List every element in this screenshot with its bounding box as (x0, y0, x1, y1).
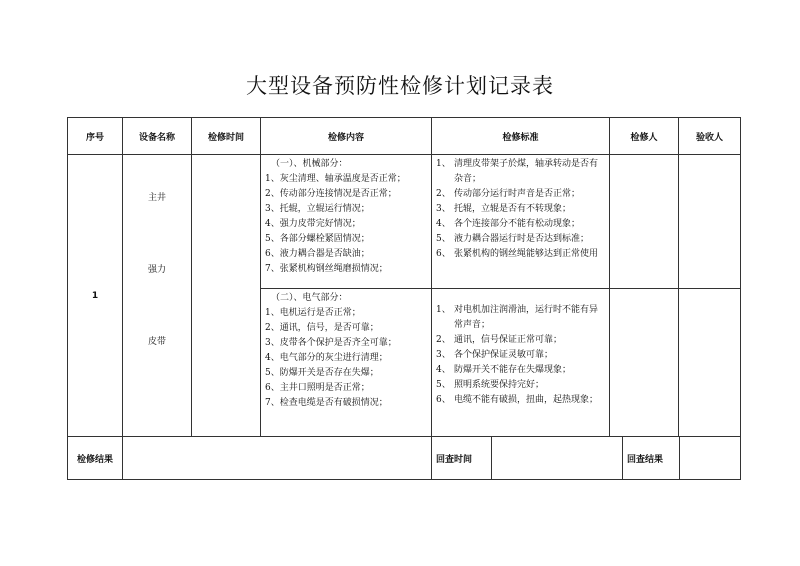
time-cell[interactable] (192, 155, 261, 437)
result-label: 检修结果 (68, 437, 123, 480)
list-item (436, 187, 605, 202)
list-item (436, 157, 605, 187)
list-item (436, 217, 605, 232)
item-text: 各个连接部分不能有松动现象； (454, 219, 581, 229)
header-time: 检修时间 (192, 118, 261, 155)
footer-row (68, 437, 741, 480)
item-text: 对电机加注润滑油，运行时不能有异常声音； (454, 305, 599, 330)
item-number: 6、 (436, 395, 451, 405)
header-acceptor: 验收人 (679, 118, 741, 155)
list-item: 4、电气部分的灰尘进行清理； (265, 353, 388, 363)
equipment-line: 强力 (147, 264, 166, 275)
list-item (436, 393, 605, 408)
item-text: 各个保护保证灵敏可靠； (454, 350, 554, 360)
electrical-inspector-cell[interactable] (610, 289, 679, 437)
item-number: 1、 (436, 159, 451, 169)
item-number: 5、 (436, 234, 451, 244)
mechanical-standard-cell[interactable] (432, 155, 610, 289)
mechanical-inspector-cell[interactable] (610, 155, 679, 289)
item-number: 4、 (436, 365, 451, 375)
item-number: 4、 (436, 219, 451, 229)
page-title: 大型设备预防性检修计划记录表 (246, 74, 554, 98)
header-row (68, 118, 741, 155)
mechanical-heading: （一）、机械部分： (271, 159, 348, 169)
review-time-value[interactable] (492, 437, 623, 479)
result-value-cell[interactable] (123, 437, 432, 480)
serial-cell[interactable]: 1 (68, 155, 123, 437)
table-row (68, 155, 741, 289)
header-content: 检修内容 (261, 118, 432, 155)
list-item (436, 303, 605, 333)
list-item: 5、防爆开关是否存在失爆； (265, 368, 379, 378)
item-number: 2、 (436, 189, 451, 199)
item-number: 3、 (436, 350, 451, 360)
list-item: 2、通讯，信号，是否可靠； (265, 323, 379, 333)
list-item (436, 378, 605, 393)
electrical-content-cell[interactable] (261, 289, 432, 437)
list-item: 6、主井口照明是否正常； (265, 383, 370, 393)
review-cell (432, 437, 741, 480)
list-item: 3、托辊，立辊运行情况； (265, 204, 370, 214)
item-text: 张紧机构的钢丝绳能够达到正常使用 (454, 249, 599, 259)
item-text: 电缆不能有破损，扭曲，起热现象； (454, 395, 599, 405)
list-item (436, 247, 605, 262)
maintenance-table (67, 117, 741, 480)
header-standard: 检修标准 (432, 118, 610, 155)
list-item: 1、灰尘清理、轴承温度是否正常； (265, 174, 406, 184)
header-inspector: 检修人 (610, 118, 679, 155)
item-text: 托辊，立辊是否有不转现象； (454, 204, 572, 214)
item-text: 传动部分运行时声音是否正常； (454, 189, 581, 199)
review-result-label: 回查结果 (623, 437, 680, 479)
item-text: 防爆开关不能存在失爆现象； (454, 365, 572, 375)
list-item: 5、各部分螺栓紧固情况； (265, 234, 370, 244)
electrical-standard-cell[interactable] (432, 289, 610, 437)
equipment-line: 主井 (147, 192, 166, 203)
item-number: 5、 (436, 380, 451, 390)
list-item: 6、液力耦合器是否缺油； (265, 249, 370, 259)
item-number: 2、 (436, 335, 451, 345)
item-number: 1、 (436, 305, 451, 315)
equipment-line: 皮带 (147, 336, 166, 347)
list-item (436, 363, 605, 378)
header-serial: 序号 (68, 118, 123, 155)
list-item: 7、张紧机构钢丝绳磨损情况； (265, 264, 388, 274)
mechanical-acceptor-cell[interactable] (679, 155, 741, 289)
electrical-acceptor-cell[interactable] (679, 289, 741, 437)
item-text: 清理皮带架子於煤，轴承转动是否有杂音； (454, 159, 599, 184)
list-item: 7、检查电缆是否有破损情况； (265, 398, 388, 408)
list-item (436, 232, 605, 247)
item-text: 液力耦合器运行时是否达到标准； (454, 234, 590, 244)
list-item: 2、传动部分连接情况是否正常； (265, 189, 397, 199)
item-number: 3、 (436, 204, 451, 214)
list-item: 1、电机运行是否正常； (265, 308, 361, 318)
list-item: 3、皮带各个保护是否齐全可靠； (265, 338, 397, 348)
header-equipment: 设备名称 (123, 118, 192, 155)
electrical-heading: （二）、电气部分： (271, 293, 348, 303)
review-time-label: 回查时间 (432, 437, 492, 479)
item-text: 照明系统要保持完好； (454, 380, 545, 390)
mechanical-content-cell[interactable] (261, 155, 432, 289)
list-item (436, 202, 605, 217)
item-text: 通讯，信号保证正常可靠； (454, 335, 563, 345)
item-number: 6、 (436, 249, 451, 259)
list-item (436, 333, 605, 348)
review-result-value[interactable] (680, 437, 740, 479)
list-item (436, 348, 605, 363)
list-item: 4、强力皮带完好情况； (265, 219, 361, 229)
equipment-cell[interactable] (123, 155, 192, 437)
